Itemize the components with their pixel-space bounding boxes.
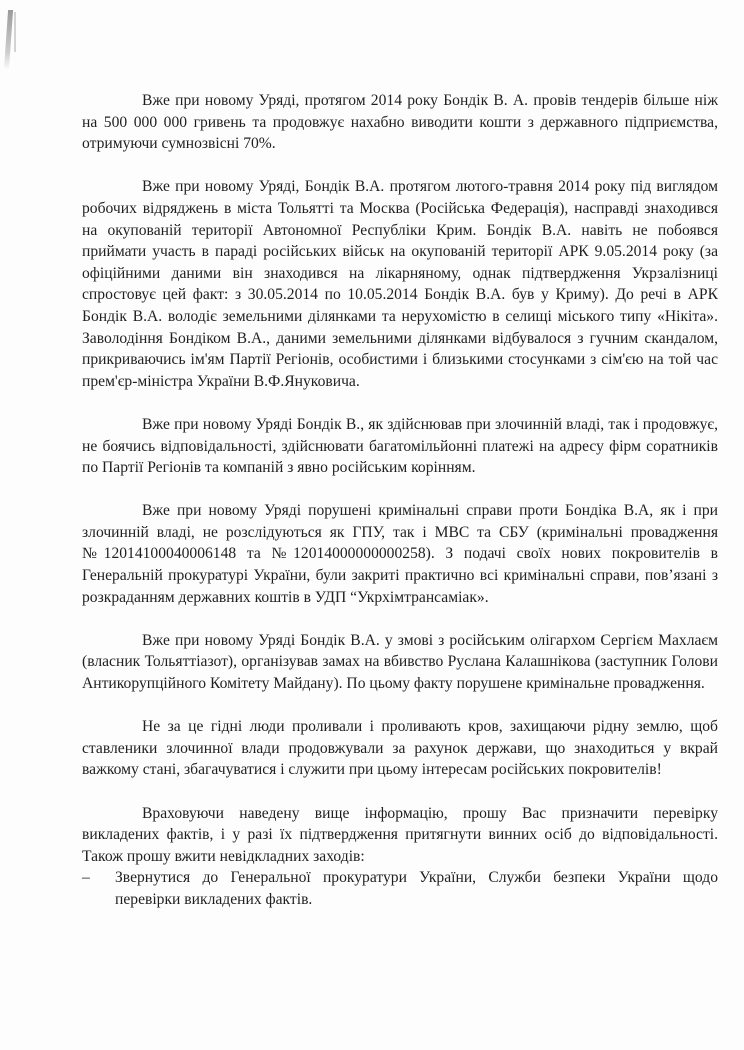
paragraph-appeal: Не за це гідні люди проливали і проливають кров, захищаючи рідну землю, щоб ставленики злочинної влади продовжували за рахунок держави, що знаходиться у вкрай важкому стані, збагачуватися і служити при цьому інтересам російських покровителів! — [82, 718, 718, 779]
paragraph-assassination-attempt: Вже при новому Уряді Бондік В.А. у змові з російським олігархом Сергієм Махлаєм (власник Тольяттіазот), організував замах на вбивство Руслана Калашнікова (заступник Голови Антикорупційного Комітету Майдану). По цьому факту порушене кримінальне провадження. — [82, 631, 718, 693]
list-dash-marker: – — [82, 869, 90, 887]
paragraph-tenders: Вже при новому Уряді, протягом 2014 року Бондік В. А. провів тендерів більше ніж на 500 000 000 гривень та продовжує нахабно виводити кошти з державного підприємства, отримуючи сумнозвісні 70%. — [82, 92, 718, 153]
request-list — [82, 867, 718, 910]
paragraph-request: Враховуючи наведену вище інформацію, прошу Вас призначити перевірку викладених фактів, і у разі їх підтвердження притягнути винних осіб до відповідальності. Також прошу вжити невідкладних заходів: — [82, 804, 718, 865]
list-item — [82, 867, 718, 910]
document-body — [82, 90, 718, 911]
list-item-text: Звернутися до Генеральної прокуратури України, Служби безпеки України щодо перевірки викладених фактів. — [115, 869, 718, 908]
scan-edge-mark — [4, 10, 13, 70]
paragraph-criminal-cases: Вже при новому Уряді порушені кримінальні справи проти Бондіка В.А, як і при злочинній владі, не розслідуються як ГПУ, так і МВС та СБУ (кримінальні провадження №12014100040006148 та №12014000000000258). З подачі своїх нових покровителів в Генеральній прокуратурі України, були закриті практично всі кримінальні справи, пов’язані з розкраданням державних коштів в УДП “Укрхімтрансаміак». — [82, 502, 718, 606]
paragraph-crimea-trips: Вже при новому Уряді, Бондік В.А. протягом лютого-травня 2014 року під виглядом робочих відряджень в міста Тольятті та Москва (Російська Федерація), насправді знаходився на окупованій території Автономної Республіки Крим. Бондік В.А. навіть не побоявся приймати участь в параді російських військ на окупованій території АРК 9.05.2014 року (за офіційними даними він знаходився на лікарняному, однак підтвердження Укрзалізниці спростовує цей факт: з 30.05.2014 по 10.05.2014 Бондік В.А. був у Криму). До речі в АРК Бондік В.А. володіє земельними ділянками та нерухомістю в селищі міського типу «Нікіта». Заволодіння Бондіком В.А., даними земельними ділянками відбувалося з гучним скандалом, прикриваючись ім'ям Партії Регіонів, особистими і близькими стосунками з сім'єю на той час прем'єр-міністра України В.Ф.Януковича. — [82, 178, 718, 390]
paragraph-payments: Вже при новому Уряді Бондік В., як здійснював при злочинній владі, так і продовжує, не боячись відповідальності, здійснювати багатомільйонні платежі на адресу фірм соратників по Партії Регіонів та компаній з явно російським корінням. — [82, 415, 718, 477]
scan-edge-mark-secondary — [14, 12, 16, 52]
